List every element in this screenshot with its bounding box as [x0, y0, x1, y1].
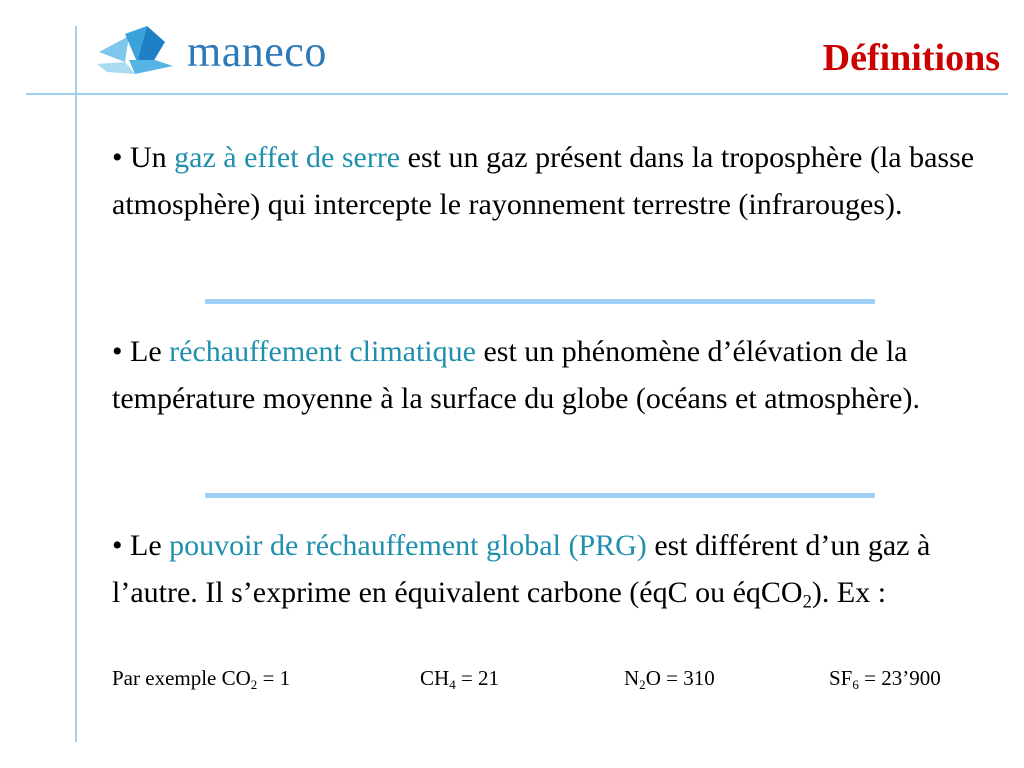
definition-text: est un gaz présent dans la troposphère (la basse atmosphère) qui intercepte le rayonnement terrestre (infrarouges).: [112, 141, 975, 221]
subscript: 2: [250, 676, 258, 692]
example-label: CH: [420, 666, 450, 690]
example-value: = 1: [257, 666, 291, 690]
subscript: 2: [639, 676, 646, 692]
definition-text: est différent d’un gaz à l’autre. Il s’exprime en équivalent carbone (éqC ou éqCO: [112, 529, 931, 609]
vertical-rule: [75, 26, 77, 742]
separator-line: [205, 299, 875, 304]
maneco-bird-icon: [95, 22, 185, 82]
example-co2: [112, 666, 290, 691]
page-title: Définitions: [822, 37, 1000, 79]
bullet-lead: • Un: [112, 141, 175, 174]
example-label: Par exemple CO: [112, 666, 251, 690]
term-gwp: pouvoir de réchauffement global (PRG): [169, 529, 647, 562]
bullet-lead: • Le: [112, 335, 170, 368]
term-greenhouse-gas: gaz à effet de serre: [174, 141, 401, 174]
gwp-examples: [112, 666, 992, 696]
definition-gwp: [112, 522, 992, 616]
bullet-lead: • Le: [112, 529, 170, 562]
example-label: SF: [829, 666, 853, 690]
definition-text-end: ). Ex :: [811, 576, 887, 609]
definition-greenhouse-gas: [112, 134, 992, 228]
definition-global-warming: [112, 328, 992, 422]
example-label: N: [624, 666, 640, 690]
example-sf6: [829, 666, 941, 691]
separator-line: [205, 493, 875, 498]
term-global-warming: réchauffement climatique: [169, 335, 476, 368]
example-n2o: [624, 666, 715, 691]
example-value: = 21: [455, 666, 500, 690]
example-value: O = 310: [645, 666, 715, 690]
maneco-logo: [95, 22, 365, 82]
example-value: = 23’900: [858, 666, 941, 690]
example-ch4: [420, 666, 499, 691]
header-rule: [26, 93, 1008, 95]
subscript: 6: [852, 676, 859, 692]
subscript: 4: [449, 676, 456, 692]
subscript: 2: [802, 591, 812, 613]
definition-text: est un phénomène d’élévation de la température moyenne à la surface du globe (océans et atmosphère).: [112, 335, 920, 415]
logo-wordmark: maneco: [187, 27, 327, 76]
